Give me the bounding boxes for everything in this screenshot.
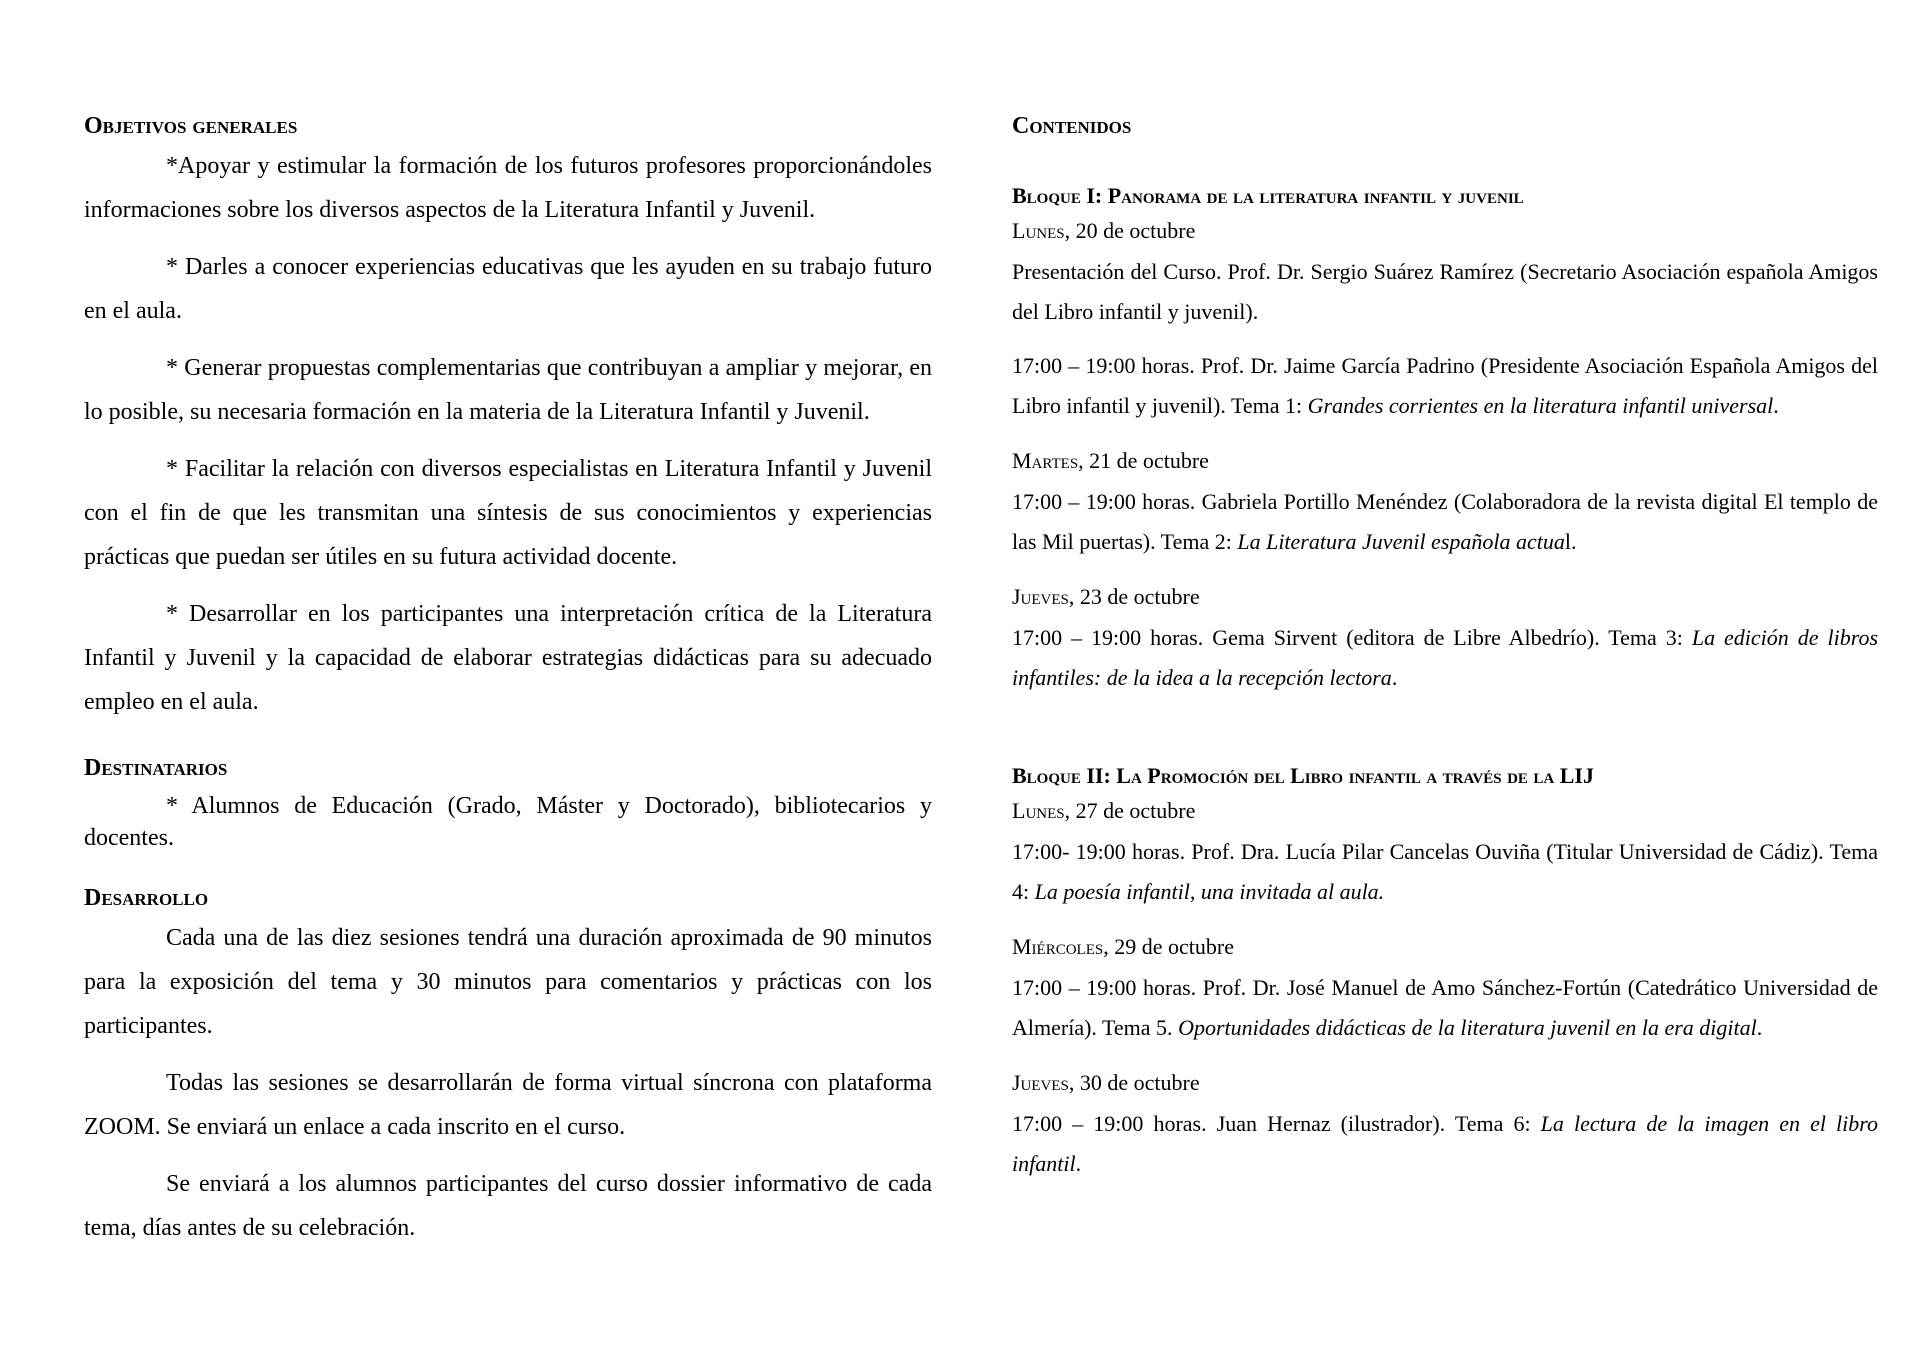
session-2-text: [1012, 482, 1878, 562]
session-1-date-text: , 20 de octubre: [1064, 218, 1196, 243]
tema-1-title: Grandes corrientes en la literatura infantil universal: [1307, 393, 1774, 418]
session-1b-desc: 17:00 – 19:00 horas. Prof. Dr. Jaime García Padrino (Presidente Asociación Española Amigos del Libro infantil y juvenil). Tema 1:: [1012, 353, 1878, 418]
session-5-text: [1012, 968, 1878, 1048]
session-2-day: Martes: [1012, 448, 1079, 473]
session-4-date: [1012, 790, 1878, 832]
objetivo-5: * Desarrollar en los participantes una interpretación crítica de la Literatura Infantil y Juvenil y la capacidad de elaborar estrategias didácticas para su adecuado empleo en el aula.: [84, 601, 932, 715]
session-3-desc: 17:00 – 19:00 horas. Gema Sirvent (editora de Libre Albedrío). Tema 3:: [1012, 625, 1692, 650]
desarrollo-2: Todas las sesiones se desarrollarán de forma virtual síncrona con plataforma ZOOM. Se enviará un enlace a cada inscrito en el curso.: [84, 1070, 932, 1140]
session-1-text: Presentación del Curso. Prof. Dr. Sergio Suárez Ramírez (Secretario Asociación española Amigos del Libro infantil y juvenil).: [1012, 259, 1878, 324]
tema-2-title: La Literatura Juvenil española actua: [1237, 529, 1565, 554]
objetivo-2: * Darles a conocer experiencias educativas que les ayuden en su trabajo futuro en el aula.: [84, 254, 932, 324]
session-2-date: [1012, 440, 1878, 482]
right-column: [1012, 112, 1878, 1184]
session-1-day: Lunes: [1012, 218, 1065, 243]
session-2-date-text: , 21 de octubre: [1078, 448, 1209, 473]
session-1b-end: .: [1773, 393, 1779, 418]
session-2-desc: 17:00 – 19:00 horas. Gabriela Portillo Menéndez (Colaboradora de la revista digital El templo de las Mil puertas). Tema 2:: [1012, 489, 1878, 554]
session-5-desc: 17:00 – 19:00 horas. Prof. Dr. José Manuel de Amo Sánchez-Fortún (Catedrático Universidad de Almería). Tema 5.: [1012, 975, 1878, 1040]
session-5-end: .: [1756, 1015, 1763, 1040]
desarrollo-3: Se enviará a los alumnos participantes del curso dossier informativo de cada tema, días antes de su celebración.: [84, 1171, 932, 1241]
left-column: [84, 112, 932, 1250]
contenidos-heading: Contenidos: [1012, 113, 1132, 139]
session-6-date-text: , 30 de octubre: [1068, 1070, 1200, 1095]
tema-5-title: Oportunidades didácticas de la literatura juvenil en la era digital: [1178, 1015, 1757, 1040]
session-5-date-text: , 29 de octubre: [1103, 934, 1234, 959]
objetivo-1: *Apoyar y estimular la formación de los futuros profesores proporcionándoles informaciones sobre los diversos aspectos de la Literatura Infantil y Juvenil.: [84, 153, 932, 223]
tema-3-title: La edición de libros infantiles: de la idea a la recepción lectora: [1012, 625, 1879, 690]
tema-4-title: La poesía infantil, una invitada al aula.: [1034, 879, 1385, 904]
destinatarios-text: * Alumnos de Educación (Grado, Máster y Doctorado), bibliotecarios y docentes.: [84, 793, 932, 851]
destinatarios-heading: Destinatarios: [84, 755, 228, 781]
objetivo-4: * Facilitar la relación con diversos especialistas en Literatura Infantil y Juvenil con el fin de que les transmitan una síntesis de sus conocimientos y experiencias prácticas que puedan ser útiles en su futura actividad docente.: [84, 456, 932, 570]
session-1-date: [1012, 210, 1878, 252]
session-3-end: .: [1391, 665, 1398, 690]
session-6-date: [1012, 1062, 1878, 1104]
session-3-date: [1012, 576, 1878, 618]
bloque-1-heading: Bloque I: Panorama de la literatura infantil y juvenil: [1012, 183, 1524, 208]
session-6-day: Jueves: [1012, 1070, 1069, 1095]
session-1b-text: [1012, 346, 1878, 426]
session-5-day: Miércoles: [1012, 934, 1104, 959]
objetivos-heading: Objetivos generales: [84, 113, 298, 139]
session-5-date: [1012, 926, 1878, 968]
desarrollo-heading: Desarrollo: [84, 885, 209, 911]
session-4-day: Lunes: [1012, 798, 1065, 823]
session-3-day: Jueves: [1012, 584, 1069, 609]
session-6-end: .: [1075, 1151, 1082, 1176]
objetivo-3: * Generar propuestas complementarias que contribuyan a ampliar y mejorar, en lo posible, su necesaria formación en la materia de la Literatura Infantil y Juvenil.: [84, 355, 932, 425]
bloque-2-heading: Bloque II: La Promoción del Libro infantil a través de la LIJ: [1012, 763, 1594, 788]
tema-6-title: La lectura de la imagen en el libro infantil: [1012, 1111, 1878, 1176]
session-4-date-text: , 27 de octubre: [1064, 798, 1196, 823]
session-2-end: l.: [1564, 529, 1577, 554]
desarrollo-1: Cada una de las diez sesiones tendrá una duración aproximada de 90 minutos para la exposición del tema y 30 minutos para comentarios y prácticas con los participantes.: [84, 925, 932, 1039]
session-4-text: [1012, 832, 1878, 912]
session-3-date-text: , 23 de octubre: [1068, 584, 1200, 609]
session-4-desc: 17:00- 19:00 horas. Prof. Dra. Lucía Pilar Cancelas Ouviña (Titular Universidad de Cádiz). Tema 4:: [1012, 839, 1878, 904]
session-6-text: [1012, 1104, 1878, 1184]
session-6-desc: 17:00 – 19:00 horas. Juan Hernaz (ilustrador). Tema 6:: [1012, 1111, 1541, 1136]
session-3-text: [1012, 618, 1878, 698]
